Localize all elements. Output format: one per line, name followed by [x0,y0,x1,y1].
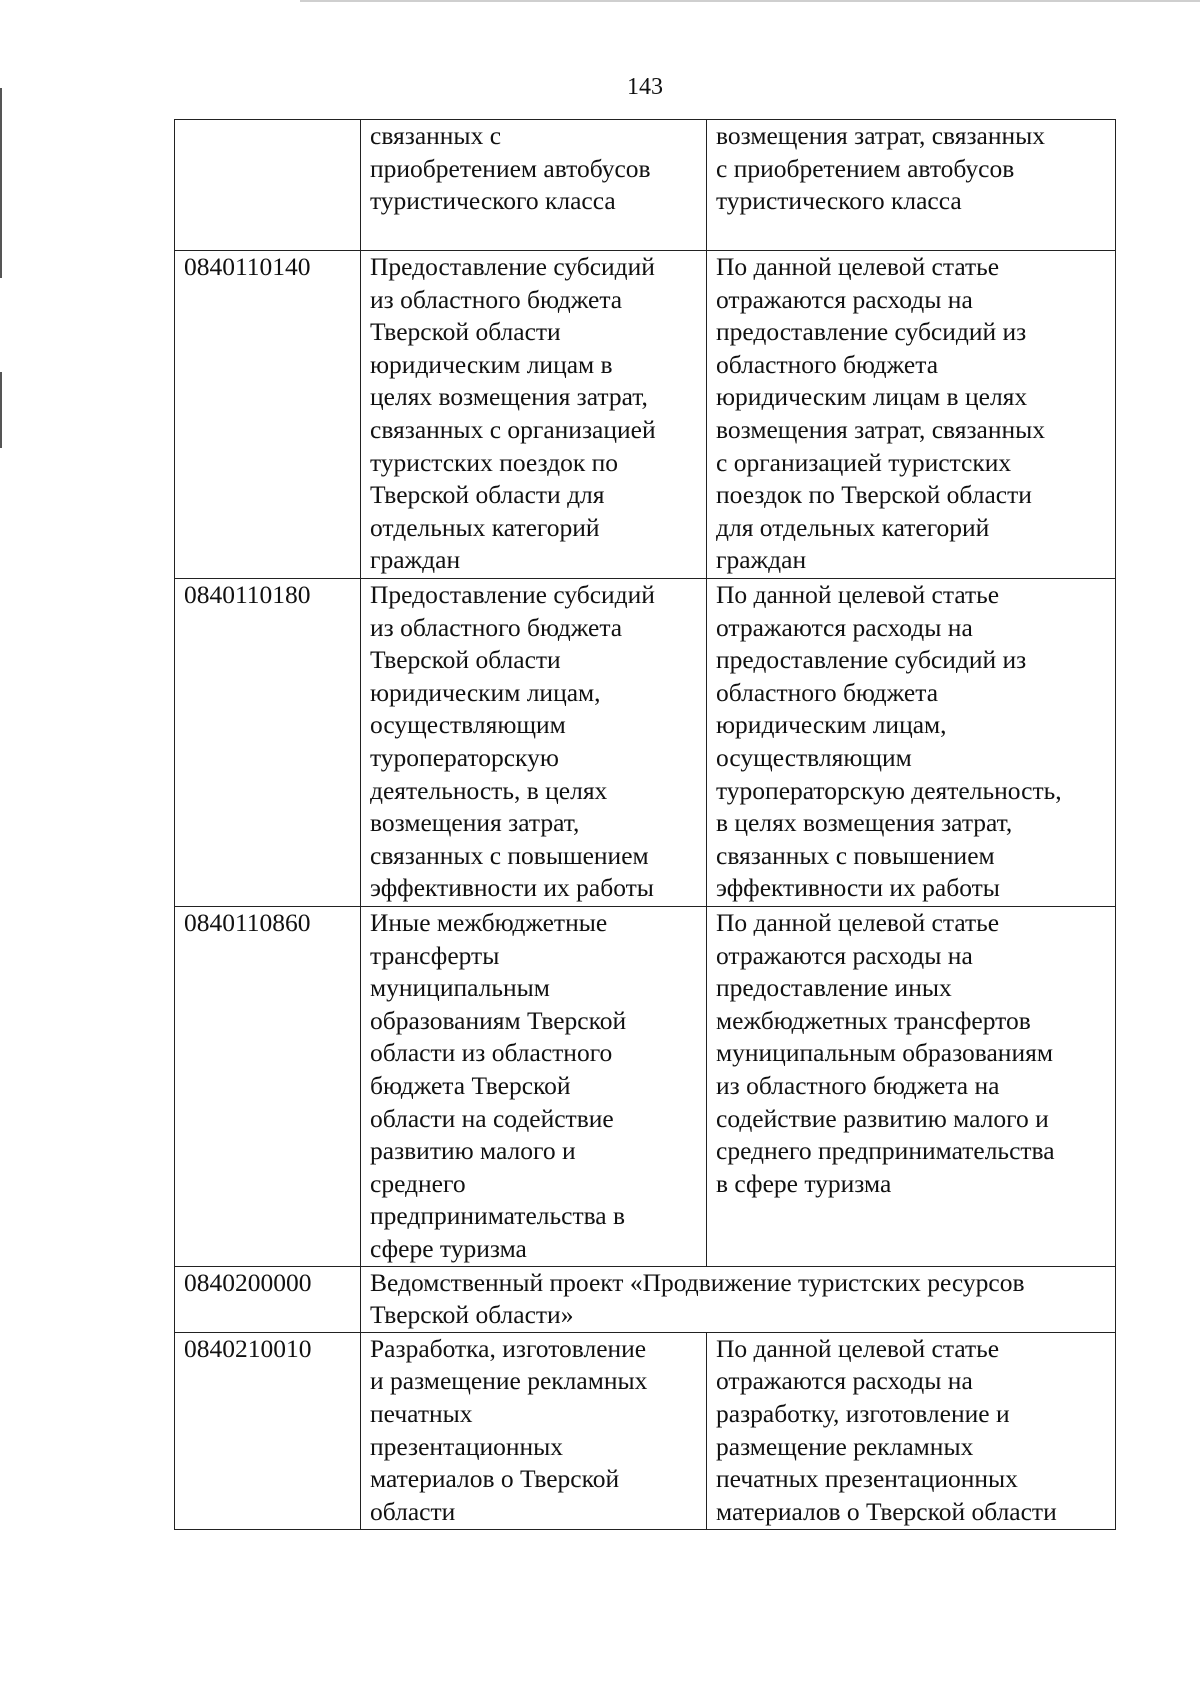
cell-line: из областного бюджета на [716,1070,1000,1100]
cell-line: По данной целевой статье [716,252,1000,281]
scan-edge-left [0,88,2,278]
cell-line: деятельность, в целях [370,775,608,805]
description-cell [707,120,1116,251]
code-cell: 0840110180 [175,579,361,907]
description-cell [707,907,1116,1267]
cell-line: юридическим лицам в [370,349,613,379]
cell-line: печатных [370,1398,473,1428]
budget-articles-table [174,119,1116,1530]
cell-line: Ведомственный проект «Продвижение туристских ресурсов [370,1267,1025,1297]
description-cell [707,1332,1116,1529]
cell-line: в целях возмещения затрат, [716,808,1013,838]
cell-line: отражаются расходы на [716,1366,973,1396]
cell-line: Тверской области [370,645,561,675]
cell-line: муниципальным образованиям [716,1038,1053,1068]
cell-line: связанных с организацией [370,414,656,444]
cell-line: возмещения затрат, [370,808,580,838]
scan-edge-top [300,0,1200,2]
cell-line: туристских поездок по [370,447,619,477]
cell-line: областного бюджета [716,349,939,379]
cell-line: материалов о Тверской [370,1464,620,1494]
cell-line: связанных с [370,121,502,150]
code-cell: 0840110140 [175,251,361,579]
cell-line: презентационных [370,1431,564,1461]
cell-line: Тверской области [370,317,561,347]
table-row [175,120,1116,251]
cell-line: развитию малого и [370,1136,576,1166]
cell-line: поездок по Тверской области [716,480,1032,510]
cell-line: областного бюджета [716,677,939,707]
cell-line: возмещения затрат, связанных [716,414,1046,444]
cell-line: печатных презентационных [716,1464,1018,1494]
cell-line: бюджета Тверской [370,1070,571,1100]
cell-line: По данной целевой статье [716,1333,1000,1363]
cell-line: муниципальным [370,973,550,1003]
cell-line: связанных с повышением [716,840,995,870]
cell-line: эффективности их работы [716,873,1000,903]
cell-line: среднего [370,1168,466,1198]
cell-line: для отдельных категорий [716,512,990,542]
name-cell [361,1332,707,1529]
cell-line: целях возмещения затрат, [370,382,648,412]
cell-line: отражаются расходы на [716,612,973,642]
cell-line: Предоставление субсидий [370,580,655,609]
description-cell [707,579,1116,907]
cell-line: отдельных категорий [370,512,600,542]
cell-line: Тверской области» [370,1300,574,1330]
cell-line: эффективности их работы [370,873,654,903]
cell-line: из областного бюджета [370,612,623,642]
name-cell [361,251,707,579]
cell-line: области [370,1496,456,1526]
cell-line: области на содействие [370,1103,614,1133]
cell-line: туроператорскую [370,742,559,772]
cell-line: осуществляющим [370,710,566,740]
cell-line: юридическим лицам, [716,710,947,740]
cell-line: материалов о Тверской области [716,1496,1057,1526]
cell-line: трансферты [370,940,500,970]
cell-line: туристического класса [716,186,962,216]
cell-line: Разработка, изготовление [370,1333,647,1363]
cell-line: предоставление субсидий из [716,645,1027,675]
cell-line: Предоставление субсидий [370,252,655,281]
cell-line: из областного бюджета [370,284,623,314]
cell-line: размещение рекламных [716,1431,974,1461]
cell-line: граждан [370,545,461,575]
table-row [175,907,1116,1267]
merged-title-cell [361,1266,1116,1332]
cell-line: По данной целевой статье [716,908,1000,937]
cell-line: образованиям Тверской [370,1005,627,1035]
table-row [175,579,1116,907]
cell-line: юридическим лицам, [370,677,601,707]
cell-line: туристического класса [370,186,616,216]
cell-line: Иные межбюджетные [370,908,608,937]
description-cell [707,251,1116,579]
cell-line: предпринимательства в [370,1201,626,1231]
cell-line: граждан [716,545,807,575]
cell-line: содействие развитию малого и [716,1103,1049,1133]
cell-line: с организацией туристских [716,447,1012,477]
name-cell [361,120,707,251]
table-row [175,1332,1116,1529]
table-row [175,251,1116,579]
cell-line: отражаются расходы на [716,940,973,970]
page-number: 143 [627,74,663,100]
name-cell [361,579,707,907]
cell-line: предоставление субсидий из [716,317,1027,347]
code-cell: 0840200000 [175,1266,361,1332]
cell-line: туроператорскую деятельность, [716,775,1062,805]
code-cell: 0840110860 [175,907,361,1267]
cell-line: По данной целевой статье [716,580,1000,609]
cell-line: в сфере туризма [716,1168,892,1198]
code-cell [175,120,361,251]
scan-edge-left [0,372,2,448]
cell-line: предоставление иных [716,973,952,1003]
cell-line: сфере туризма [370,1233,527,1263]
cell-line: осуществляющим [716,742,912,772]
table-row [175,1266,1116,1332]
cell-line: среднего предпринимательства [716,1136,1055,1166]
cell-line: приобретением автобусов [370,153,651,183]
cell-line: юридическим лицам в целях [716,382,1028,412]
cell-line: с приобретением автобусов [716,153,1015,183]
cell-line: отражаются расходы на [716,284,973,314]
cell-line: разработку, изготовление и [716,1398,1010,1428]
cell-line: межбюджетных трансфертов [716,1005,1031,1035]
cell-line: Тверской области для [370,480,605,510]
cell-line: связанных с повышением [370,840,649,870]
cell-line: возмещения затрат, связанных [716,121,1046,150]
code-cell: 0840210010 [175,1332,361,1529]
cell-line: области из областного [370,1038,613,1068]
name-cell [361,907,707,1267]
cell-line: и размещение рекламных [370,1366,648,1396]
